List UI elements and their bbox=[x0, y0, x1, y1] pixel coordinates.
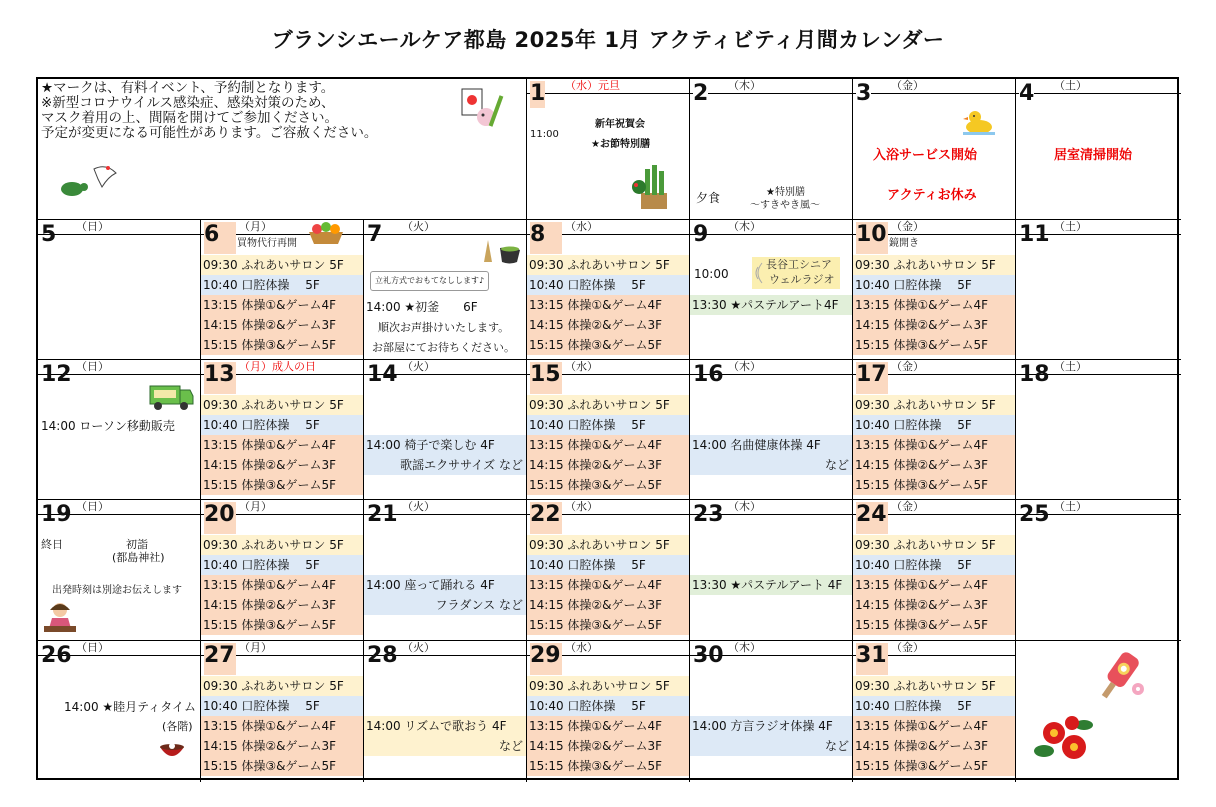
schedule-salon: 09:30 ふれあいサロン 5F bbox=[527, 676, 689, 696]
event-row: 14:00 リズムで歌おう 4F bbox=[364, 716, 526, 736]
event-title: 初詣 bbox=[126, 538, 148, 551]
day-cell-10 bbox=[853, 220, 1016, 360]
schedule-salon: 09:30 ふれあいサロン 5F bbox=[527, 255, 689, 275]
day-cell-21 bbox=[364, 500, 527, 641]
schedule-oral: 10:40 口腔体操 5F bbox=[201, 555, 363, 575]
schedule-exercise-2: 14:15 体操②&ゲーム3F bbox=[527, 736, 689, 756]
day-of-week: （火） bbox=[402, 641, 435, 654]
day-cell-8 bbox=[527, 220, 690, 360]
day-number: 4 bbox=[1019, 81, 1035, 106]
event-label: 終日 bbox=[41, 538, 63, 551]
schedule-exercise-2: 14:15 体操②&ゲーム3F bbox=[201, 736, 363, 756]
event-title: アクティお休み bbox=[887, 188, 977, 203]
schedule-salon: 09:30 ふれあいサロン 5F bbox=[201, 395, 363, 415]
note-line: 予定が変更になる可能性があります。ご容赦ください。 bbox=[41, 125, 378, 141]
schedule-exercise-1: 13:15 体操①&ゲーム4F bbox=[201, 716, 363, 736]
day-of-week: （金） bbox=[891, 500, 924, 513]
note-line: ★マークは、有料イベント、予約制となります。 bbox=[41, 80, 335, 96]
schedule-exercise-2: 14:15 体操②&ゲーム3F bbox=[853, 736, 1015, 756]
event-note: 順次お声掛けいたします。 bbox=[378, 321, 510, 334]
schedule-salon: 09:30 ふれあいサロン 5F bbox=[201, 255, 363, 275]
day-cell-11 bbox=[1016, 220, 1181, 360]
schedule-exercise-3: 15:15 体操③&ゲーム5F bbox=[527, 615, 689, 635]
event-title: (都島神社) bbox=[112, 551, 165, 564]
day-of-week: （土） bbox=[1054, 220, 1087, 233]
day-cell-30 bbox=[690, 641, 853, 782]
schedule-exercise-2: 14:15 体操②&ゲーム3F bbox=[853, 315, 1015, 335]
day-cell-18 bbox=[1016, 360, 1181, 500]
schedule-oral: 10:40 口腔体操 5F bbox=[527, 415, 689, 435]
day-cell-13 bbox=[201, 360, 364, 500]
event-title: 14:00 ★睦月ティタイム bbox=[64, 700, 196, 714]
day-number: 25 bbox=[1019, 502, 1050, 527]
day-number: 31 bbox=[856, 643, 888, 675]
day-cell-25 bbox=[1016, 500, 1181, 641]
schedule-exercise-2: 14:15 体操②&ゲーム3F bbox=[527, 455, 689, 475]
day-of-week: （木） bbox=[728, 360, 761, 373]
day-cell-1 bbox=[527, 79, 690, 220]
day-cell-2 bbox=[690, 79, 853, 220]
day-of-week: （月） bbox=[239, 641, 272, 654]
schedule-salon: 09:30 ふれあいサロン 5F bbox=[853, 395, 1015, 415]
event-row: など bbox=[690, 455, 852, 475]
event-row: 14:00 椅子で楽しむ 4F bbox=[364, 435, 526, 455]
day-number: 19 bbox=[41, 502, 72, 527]
day-of-week: （土） bbox=[1054, 79, 1087, 92]
day-cell-31 bbox=[853, 641, 1016, 782]
schedule-exercise-1: 13:15 体操①&ゲーム4F bbox=[201, 435, 363, 455]
day-cell-9 bbox=[690, 220, 853, 360]
schedule-exercise-3: 15:15 体操③&ゲーム5F bbox=[201, 615, 363, 635]
day-number: 22 bbox=[530, 502, 562, 534]
day-of-week: （土） bbox=[1054, 360, 1087, 373]
day-of-week: （土） bbox=[1054, 500, 1087, 513]
kadomatsu-icon bbox=[631, 163, 675, 211]
day-of-week-header bbox=[853, 79, 1015, 94]
day-of-week-header bbox=[364, 220, 526, 235]
day-of-week: （水） bbox=[565, 220, 598, 233]
event-row: など bbox=[690, 736, 852, 756]
day-cell-14 bbox=[364, 360, 527, 500]
day-number: 2 bbox=[693, 81, 709, 106]
day-of-week: （火） bbox=[402, 500, 435, 513]
day-of-week: （月） bbox=[239, 220, 272, 233]
day-of-week: （日） bbox=[76, 641, 109, 654]
schedule-exercise-1: 13:15 体操①&ゲーム4F bbox=[201, 575, 363, 595]
schedule-exercise-2: 14:15 体操②&ゲーム3F bbox=[853, 455, 1015, 475]
day-number: 24 bbox=[856, 502, 888, 534]
schedule-salon: 09:30 ふれあいサロン 5F bbox=[527, 395, 689, 415]
notes bbox=[41, 81, 377, 141]
day-number: 15 bbox=[530, 362, 562, 394]
event-row: 14:00 座って踊れる 4F bbox=[364, 575, 526, 595]
day-of-week: （木） bbox=[728, 220, 761, 233]
day-cell-12 bbox=[38, 360, 201, 500]
event-note-badge: 立礼方式でおもてなしします♪ bbox=[370, 271, 489, 291]
event-note: (各階) bbox=[162, 720, 193, 733]
day-number: 17 bbox=[856, 362, 888, 394]
radio-title: ウェルラジオ bbox=[769, 273, 835, 286]
event-row: 13:30 ★パステルアート 4F bbox=[690, 575, 852, 595]
event-note: 出発時刻は別途お伝えします bbox=[52, 585, 182, 596]
day-number: 12 bbox=[41, 362, 72, 387]
day-cell-19 bbox=[38, 500, 201, 641]
event-row: 14:00 名曲健康体操 4F bbox=[690, 435, 852, 455]
schedule-oral: 10:40 口腔体操 5F bbox=[853, 415, 1015, 435]
day-of-week: （月）成人の日 bbox=[239, 360, 316, 373]
event-note: お部屋にてお待ちください。 bbox=[372, 341, 515, 354]
day-cell-28 bbox=[364, 641, 527, 782]
event-subtitle: 鏡開き bbox=[889, 238, 919, 249]
day-of-week-header bbox=[690, 220, 852, 235]
day-number: 6 bbox=[204, 222, 236, 254]
day-cell-24 bbox=[853, 500, 1016, 641]
schedule-salon: 09:30 ふれあいサロン 5F bbox=[201, 676, 363, 696]
schedule-exercise-3: 15:15 体操③&ゲーム5F bbox=[527, 475, 689, 495]
notes-cell bbox=[38, 79, 527, 220]
day-of-week: （木） bbox=[728, 500, 761, 513]
delivery-truck-icon bbox=[148, 382, 194, 414]
schedule-exercise-3: 15:15 体操③&ゲーム5F bbox=[201, 475, 363, 495]
schedule-salon: 09:30 ふれあいサロン 5F bbox=[201, 535, 363, 555]
radio-title: 長谷工シニア bbox=[766, 258, 832, 271]
event-row: など bbox=[364, 736, 526, 756]
schedule-salon: 09:30 ふれあいサロン 5F bbox=[527, 535, 689, 555]
day-number: 1 bbox=[530, 81, 546, 106]
day-number: 3 bbox=[856, 81, 872, 106]
day-cell-17 bbox=[853, 360, 1016, 500]
event-title: 新年祝賀会 bbox=[595, 119, 645, 130]
schedule-oral: 10:40 口腔体操 5F bbox=[201, 275, 363, 295]
day-of-week: （水） bbox=[565, 360, 598, 373]
day-of-week: （日） bbox=[76, 220, 109, 233]
schedule-exercise-3: 15:15 体操③&ゲーム5F bbox=[853, 335, 1015, 355]
day-cell-23 bbox=[690, 500, 853, 641]
rubber-duck-icon bbox=[963, 107, 995, 135]
day-number: 18 bbox=[1019, 362, 1050, 387]
day-number: 27 bbox=[204, 643, 236, 675]
matcha-tea-icon bbox=[482, 236, 522, 266]
event-time: 10:00 bbox=[694, 267, 729, 281]
day-number: 21 bbox=[367, 502, 398, 527]
event-title: 居室清掃開始 bbox=[1054, 148, 1133, 163]
decoration-cell bbox=[1016, 641, 1181, 782]
event-time: 11:00 bbox=[530, 129, 559, 140]
schedule-exercise-1: 13:15 体操①&ゲーム4F bbox=[201, 295, 363, 315]
event-row: 13:30 ★パステルアート4F bbox=[690, 295, 852, 315]
schedule-salon: 09:30 ふれあいサロン 5F bbox=[853, 255, 1015, 275]
schedule-exercise-2: 14:15 体操②&ゲーム3F bbox=[201, 315, 363, 335]
schedule-exercise-2: 14:15 体操②&ゲーム3F bbox=[527, 595, 689, 615]
schedule-exercise-1: 13:15 体操①&ゲーム4F bbox=[853, 716, 1015, 736]
schedule-exercise-1: 13:15 体操①&ゲーム4F bbox=[527, 435, 689, 455]
day-of-week: （水）元旦 bbox=[565, 79, 620, 92]
day-of-week: （日） bbox=[76, 500, 109, 513]
day-cell-6 bbox=[201, 220, 364, 360]
day-cell-15 bbox=[527, 360, 690, 500]
day-number: 7 bbox=[367, 222, 383, 247]
day-of-week: （金） bbox=[891, 220, 924, 233]
schedule-exercise-3: 15:15 体操③&ゲーム5F bbox=[201, 335, 363, 355]
schedule-exercise-1: 13:15 体操①&ゲーム4F bbox=[853, 575, 1015, 595]
camellia-flower-icon bbox=[1032, 711, 1096, 767]
schedule-exercise-3: 15:15 体操③&ゲーム5F bbox=[853, 756, 1015, 776]
day-cell-16 bbox=[690, 360, 853, 500]
day-number: 10 bbox=[856, 222, 888, 254]
day-number: 30 bbox=[693, 643, 724, 668]
day-cell-27 bbox=[201, 641, 364, 782]
schedule-oral: 10:40 口腔体操 5F bbox=[853, 275, 1015, 295]
event-title: ★特別膳 bbox=[766, 187, 805, 198]
page-title: ブランシエールケア都島 2025年 1月 アクティビティ月間カレンダー bbox=[271, 28, 945, 52]
schedule-oral: 10:40 口腔体操 5F bbox=[527, 275, 689, 295]
event-row: フラダンス など bbox=[364, 595, 526, 615]
schedule-exercise-2: 14:15 体操②&ゲーム3F bbox=[853, 595, 1015, 615]
day-of-week: （金） bbox=[891, 79, 924, 92]
day-number: 13 bbox=[204, 362, 236, 394]
day-of-week-header bbox=[527, 79, 689, 94]
day-of-week: （火） bbox=[402, 360, 435, 373]
day-number: 29 bbox=[530, 643, 562, 675]
event-title: ★お節特別膳 bbox=[591, 139, 650, 150]
event-title: 入浴サービス開始 bbox=[873, 148, 978, 163]
schedule-exercise-1: 13:15 体操①&ゲーム4F bbox=[853, 435, 1015, 455]
schedule-oral: 10:40 口腔体操 5F bbox=[527, 555, 689, 575]
schedule-oral: 10:40 口腔体操 5F bbox=[201, 696, 363, 716]
event-title: 14:00 ローソン移動販売 bbox=[41, 419, 175, 433]
schedule-oral: 10:40 口腔体操 5F bbox=[527, 696, 689, 716]
schedule-salon: 09:30 ふれあいサロン 5F bbox=[853, 676, 1015, 696]
day-cell-4 bbox=[1016, 79, 1181, 220]
day-of-week: （水） bbox=[565, 500, 598, 513]
day-cell-7 bbox=[364, 220, 527, 360]
schedule-exercise-1: 13:15 体操①&ゲーム4F bbox=[853, 295, 1015, 315]
crane-turtle-icon bbox=[58, 159, 120, 199]
event-subtitle: 買物代行再開 bbox=[237, 238, 297, 249]
day-cell-26 bbox=[38, 641, 201, 782]
event-label: 夕食 bbox=[696, 191, 721, 205]
note-line: マスク着用の上、間隔を開けてご参加ください。 bbox=[41, 110, 338, 126]
event-title: ～すきやき風～ bbox=[750, 200, 820, 211]
schedule-exercise-3: 15:15 体操③&ゲーム5F bbox=[853, 615, 1015, 635]
schedule-oral: 10:40 口腔体操 5F bbox=[853, 696, 1015, 716]
day-number: 8 bbox=[530, 222, 562, 254]
day-of-week: （火） bbox=[402, 220, 435, 233]
schedule-exercise-3: 15:15 体操③&ゲーム5F bbox=[853, 475, 1015, 495]
schedule-oral: 10:40 口腔体操 5F bbox=[853, 555, 1015, 575]
day-number: 9 bbox=[693, 222, 709, 247]
vegetable-basket-icon bbox=[305, 220, 347, 246]
day-of-week-header bbox=[1016, 79, 1181, 94]
calendar-grid bbox=[36, 77, 1179, 780]
day-cell-3 bbox=[853, 79, 1016, 220]
day-of-week-header bbox=[38, 220, 200, 235]
schedule-exercise-2: 14:15 体操②&ゲーム3F bbox=[201, 455, 363, 475]
schedule-exercise-3: 15:15 体操③&ゲーム5F bbox=[527, 335, 689, 355]
hagoita-icon bbox=[1086, 649, 1150, 705]
schedule-exercise-1: 13:15 体操①&ゲーム4F bbox=[527, 716, 689, 736]
day-of-week-header bbox=[690, 79, 852, 94]
day-number: 26 bbox=[41, 643, 72, 668]
day-number: 11 bbox=[1019, 222, 1050, 247]
zenzai-bowl-icon bbox=[158, 739, 186, 763]
day-number: 20 bbox=[204, 502, 236, 534]
schedule-exercise-1: 13:15 体操①&ゲーム4F bbox=[527, 295, 689, 315]
note-line: ※新型コロナウイルス感染症、感染対策のため、 bbox=[41, 95, 335, 111]
new-year-decoration-icon bbox=[456, 85, 506, 135]
day-of-week: （金） bbox=[891, 641, 924, 654]
schedule-exercise-2: 14:15 体操②&ゲーム3F bbox=[201, 595, 363, 615]
day-of-week: （月） bbox=[239, 500, 272, 513]
schedule-oral: 10:40 口腔体操 5F bbox=[201, 415, 363, 435]
schedule-exercise-3: 15:15 体操③&ゲーム5F bbox=[527, 756, 689, 776]
day-cell-29 bbox=[527, 641, 690, 782]
radio-waves-icon bbox=[752, 261, 764, 285]
day-cell-20 bbox=[201, 500, 364, 641]
schedule-salon: 09:30 ふれあいサロン 5F bbox=[853, 535, 1015, 555]
day-number: 14 bbox=[367, 362, 398, 387]
event-row: 歌謡エクササイズ など bbox=[364, 455, 526, 475]
day-cell-5 bbox=[38, 220, 201, 360]
schedule-exercise-3: 15:15 体操③&ゲーム5F bbox=[201, 756, 363, 776]
day-of-week: （木） bbox=[728, 641, 761, 654]
day-of-week: （木） bbox=[728, 79, 761, 92]
day-number: 23 bbox=[693, 502, 724, 527]
schedule-exercise-1: 13:15 体操①&ゲーム4F bbox=[527, 575, 689, 595]
shrine-visit-icon bbox=[44, 600, 76, 634]
event-row: 14:00 方言ラジオ体操 4F bbox=[690, 716, 852, 736]
day-cell-22 bbox=[527, 500, 690, 641]
day-of-week: （日） bbox=[76, 360, 109, 373]
day-number: 28 bbox=[367, 643, 398, 668]
day-of-week: （金） bbox=[891, 360, 924, 373]
schedule-exercise-2: 14:15 体操②&ゲーム3F bbox=[527, 315, 689, 335]
day-number: 5 bbox=[41, 222, 57, 247]
day-of-week: （水） bbox=[565, 641, 598, 654]
day-number: 16 bbox=[693, 362, 724, 387]
event-title: 14:00 ★初釜 6F bbox=[366, 300, 478, 314]
radio-banner bbox=[752, 257, 840, 289]
